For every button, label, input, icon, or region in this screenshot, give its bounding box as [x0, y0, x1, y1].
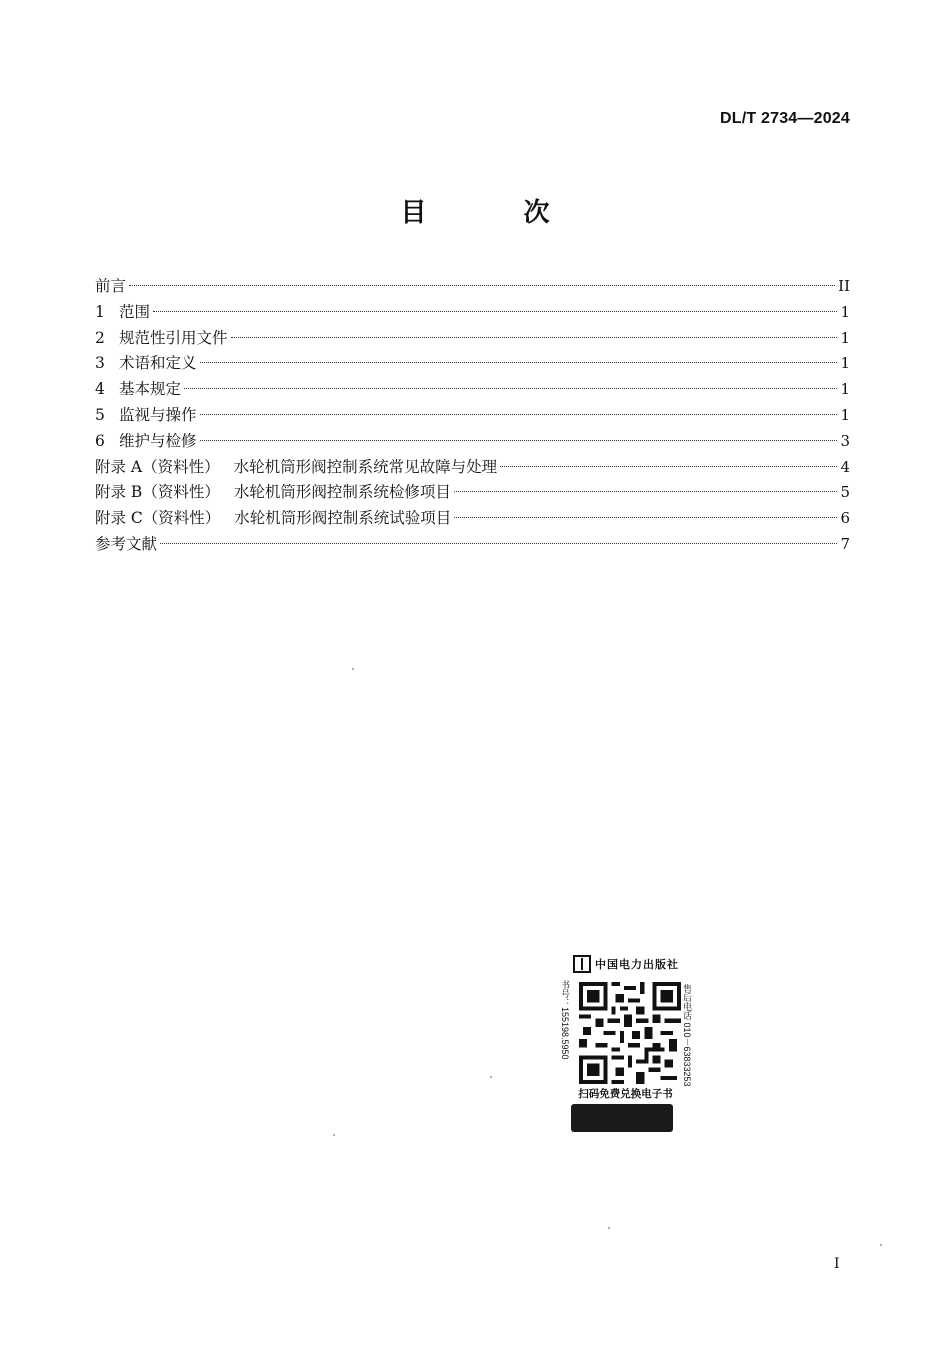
toc-entry-page: II: [838, 277, 850, 295]
toc-entry-page: 1: [840, 302, 850, 321]
toc-entry-6[interactable]: [95, 429, 850, 455]
toc-leader-dots: [160, 543, 837, 544]
publisher-logo-icon: [573, 955, 591, 973]
ebook-qr-sticker: [560, 948, 703, 1138]
toc-entry-text: 规范性引用文件: [119, 328, 228, 347]
toc-entry-4[interactable]: [95, 377, 850, 403]
toc-entry-3[interactable]: [95, 351, 850, 377]
toc-entry-text: 参考文献: [95, 534, 158, 553]
toc-entry-number: 1: [95, 302, 105, 321]
toc-entry-page: 1: [840, 354, 850, 373]
toc-entry-text: 术语和定义: [119, 354, 197, 373]
toc-leader-dots: [231, 337, 838, 338]
toc-entry-number: 5: [95, 405, 105, 424]
toc-leader-dots: [184, 388, 837, 389]
toc-entry-text: 范围: [119, 302, 151, 321]
service-phone: 售后电话 010－63833253: [682, 984, 692, 1087]
qr-code-icon[interactable]: [579, 982, 681, 1084]
toc-entry-page: 6: [840, 509, 850, 528]
toc-leader-dots: [129, 285, 835, 286]
toc-entry-text: 维护与检修: [119, 431, 197, 450]
book-number: 书号：155198.5950: [560, 980, 570, 1060]
toc-entry-annex-c[interactable]: [95, 506, 850, 532]
toc-annex-label: 附录 C（资料性）: [95, 509, 221, 528]
toc-title: 目 次: [400, 198, 594, 228]
toc-entry-page: 4: [840, 457, 850, 476]
toc-entry-page: 1: [840, 405, 850, 424]
scan-speck: [352, 668, 354, 670]
toc-entry-page: 1: [840, 380, 850, 399]
publisher-name: 中国电力出版社: [595, 958, 679, 971]
toc-entry-page: 5: [840, 483, 850, 502]
toc-entry-page: 3: [840, 431, 850, 450]
toc-leader-dots: [200, 440, 838, 441]
toc-leader-dots: [200, 362, 838, 363]
toc-entry-1[interactable]: [95, 300, 850, 326]
toc-entry-annex-a[interactable]: [95, 455, 850, 481]
toc-leader-dots: [454, 517, 837, 518]
toc-entry-2[interactable]: [95, 326, 850, 352]
scan-speck: [608, 1227, 610, 1229]
scan-speck: [880, 1244, 882, 1246]
toc-leader-dots: [454, 491, 838, 492]
qr-caption: 扫码免费兑换电子书: [578, 1088, 673, 1100]
toc-entry-number: 4: [95, 380, 105, 399]
page-number: I: [834, 1256, 840, 1272]
toc-entry-text: 前言: [95, 277, 127, 295]
toc-entry-5[interactable]: [95, 403, 850, 429]
toc-entry-text: 监视与操作: [119, 405, 197, 424]
redacted-code-panel: [571, 1104, 673, 1132]
toc-entry-number: 2: [95, 328, 105, 347]
toc-entry-bibliography[interactable]: [95, 532, 850, 558]
standard-code: DL/T 2734—2024: [720, 110, 850, 127]
toc-entry-text: 水轮机筒形阀控制系统常见故障与处理: [233, 457, 498, 476]
toc-annex-label: 附录 B（资料性）: [95, 483, 220, 502]
toc-entry-page: 7: [840, 534, 850, 553]
toc-entry-foreword[interactable]: [95, 274, 850, 300]
toc-entry-number: 6: [95, 431, 105, 450]
toc-entry-text: 基本规定: [119, 380, 182, 399]
toc-entry-annex-b[interactable]: [95, 480, 850, 506]
toc-entry-text: 水轮机筒形阀控制系统试验项目: [234, 509, 452, 528]
scan-speck: [490, 1076, 492, 1078]
toc-entry-text: 水轮机筒形阀控制系统检修项目: [233, 483, 451, 502]
toc-entry-number: 3: [95, 354, 105, 373]
table-of-contents: [95, 274, 850, 558]
toc-entry-page: 1: [840, 328, 850, 347]
toc-leader-dots: [153, 311, 837, 312]
scan-speck: [333, 1134, 335, 1136]
toc-leader-dots: [200, 414, 838, 415]
toc-annex-label: 附录 A（资料性）: [95, 457, 220, 476]
toc-leader-dots: [500, 466, 837, 467]
publisher-logo: [573, 953, 698, 975]
